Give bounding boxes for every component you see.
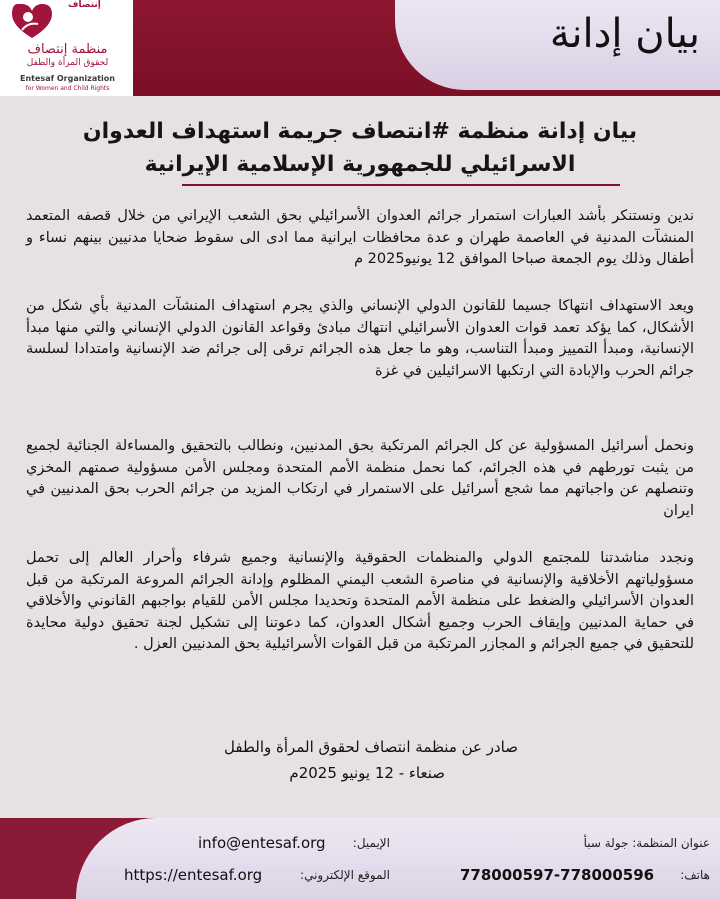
logo-name-english: Entesaf Organization [20,74,115,83]
logo-subtitle-english: for Women and Child Rights [25,85,110,92]
signature-place-date: صنعاء - 12 يونيو 2025م [289,764,445,782]
footer-phone-label: هاتف: [680,868,710,882]
footer-website-label: الموقع الإلكتروني: [300,868,390,882]
footer-banner [0,818,720,899]
statement-paragraph-4: ونجدد مناشدتنا للمجتمع الدولي والمنظمات الحقوقية والإنسانية وجميع شرفاء وأحرار العالم إلى تحمل مسؤولياتهم الأخلاقية والإنسانية في مناصرة الشعب اليمني المظلوم وإدانة الجرائم المروعة المرتكبة من قبل العدوان الأسرائيلي والضغط على منظمة الأمم المتحدة وتحديدا مجلس الأمن للقيام بواجبهم القانوني والأخلاقي في حماية المدنيين وإيقاف الحرب وجميع أشكال العدوان، كما دعوتنا إلى تشكيل لجنة تحقيق دولية محايدة للتحقيق في جميع الجرائم و المجازر المرتكبة من قبل القوات الأسرائيلية بحق المدنيين العزل . [26,550,694,652]
heart-logo-icon [10,2,70,42]
footer-address: عنوان المنظمة: جولة سبأ [583,836,710,850]
logo-name-arabic: منظمة إنتصاف [27,42,108,57]
page-title: بيان إدانة [549,11,700,57]
title-underline [182,184,620,186]
statement-paragraph-1: ندين ونستنكر بأشد العبارات استمرار جرائم العدوان الأسرائيلي بحق الشعب الإيراني من خلال قصفه المتعمد المنشآت المدنية في العاصمة طهران و عدة محافظات ايرانية مما ادى الى سقوط ضحايا مدنيين بينهم نساء و أطفال وذلك يوم الجمعة صباحا الموافق 12 يونيو2025 م [26,208,694,267]
statement-paragraph-3: ونحمل أسرائيل المسؤولية عن كل الجرائم المرتكبة بحق المدنيين، ونطالب بالتحقيق والمساءلة الجنائية لجميع من يثبت تورطهم في هذه الجرائم، كما نحمل منظمة الأمم المتحدة ومجلس الأمن مسؤولية صمتهم المخزي وتنصلهم عن واجباتهم مما شجع أسرائيل على الاستمرار في ارتكاب المزيد من جرائم الحرب بحق المدنيين في ايران [26,438,694,519]
footer-email-link[interactable]: info@entesaf.org [198,834,326,852]
signature-issuer: صادر عن منظمة انتصاف لحقوق المرأة والطفل [224,738,518,756]
footer-lilac-panel [76,818,720,899]
footer-phone-number[interactable]: 778000597-778000596 [460,866,655,884]
footer-website-link[interactable]: https://entesaf.org [124,866,263,884]
statement-title: بيان إدانة منظمة #انتصاف جريمة استهداف العدوان الاسرائيلي للجمهورية الإسلامية الإيرانية [82,119,638,177]
statement-paragraph-2: ويعد الاستهداف انتهاكا جسيما للقانون الدولي الإنساني والذي يجرم استهداف المنشآت المدنية بأي شكل من الأشكال، كما يؤكد تعمد قوات العدوان الأسرائيلي انتهاك مبادئ وقواعد القانون الدولي الإنساني والتي منها مبدأ الإنسانية، ومبدأ التمييز ومبدأ التناسب، وهو ما جعل هذه الجرائم ترقى إلى جرائم ضد الإنسانية وامتدادا لسلسة جرائم الحرب والإبادة التي ارتكبها الاسرائيلين في غزة [26,298,694,379]
footer-email-label: الإيميل: [352,836,390,850]
logo-subtitle-arabic: لحقوق المرأة والطفل [26,58,109,68]
logo-brand-text: إنتصاف [68,0,101,10]
header-banner [0,0,720,96]
organization-logo [0,0,133,96]
